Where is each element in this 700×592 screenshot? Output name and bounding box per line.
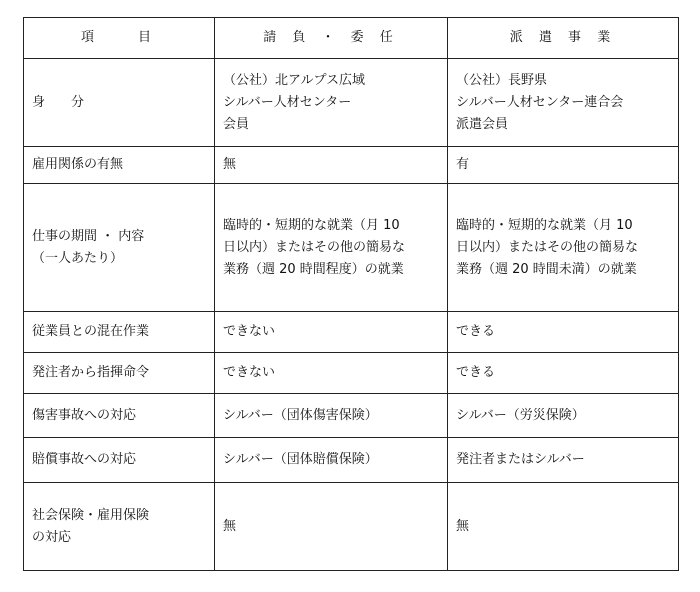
haken-cell: （公社）長野県 シルバー人材センター連合会 派遣会員 bbox=[448, 59, 679, 147]
header-item: 項 目 bbox=[24, 18, 215, 59]
ukeoi-cell: （公社）北アルプス広域 シルバー人材センター 会員 bbox=[215, 59, 448, 147]
row-label: 仕事の期間 ・ 内容 （一人あたり） bbox=[24, 184, 215, 312]
row-label: 傷害事故への対応 bbox=[24, 394, 215, 438]
table-row bbox=[24, 59, 679, 147]
header-ukeoi: 請 負 ・ 委 任 bbox=[215, 18, 448, 59]
haken-cell: 臨時的・短期的な就業（月 10 日以内）またはその他の簡易な 業務（週 20 時間未満）の就業 bbox=[448, 184, 679, 312]
haken-cell: できる bbox=[448, 312, 679, 353]
table-row bbox=[24, 147, 679, 184]
ukeoi-cell: 無 bbox=[215, 147, 448, 184]
row-label: 発注者から指揮命令 bbox=[24, 353, 215, 394]
row-label: 従業員との混在作業 bbox=[24, 312, 215, 353]
comparison-table bbox=[23, 17, 679, 571]
haken-cell: 無 bbox=[448, 483, 679, 571]
ukeoi-cell: 臨時的・短期的な就業（月 10 日以内）またはその他の簡易な 業務（週 20 時間程度）の就業 bbox=[215, 184, 448, 312]
row-label: 社会保険・雇用保険 の対応 bbox=[24, 483, 215, 571]
haken-cell: 発注者またはシルバー bbox=[448, 438, 679, 483]
table-row bbox=[24, 353, 679, 394]
table-row bbox=[24, 394, 679, 438]
table-row bbox=[24, 438, 679, 483]
table-row bbox=[24, 483, 679, 571]
ukeoi-cell: 無 bbox=[215, 483, 448, 571]
row-label: 身 分 bbox=[24, 59, 215, 147]
table-row bbox=[24, 312, 679, 353]
header-row bbox=[24, 18, 679, 59]
row-label: 賠償事故への対応 bbox=[24, 438, 215, 483]
ukeoi-cell: できない bbox=[215, 312, 448, 353]
ukeoi-cell: できない bbox=[215, 353, 448, 394]
haken-cell: シルバー（労災保険） bbox=[448, 394, 679, 438]
table-row bbox=[24, 184, 679, 312]
header-haken: 派 遣 事 業 bbox=[448, 18, 679, 59]
haken-cell: 有 bbox=[448, 147, 679, 184]
ukeoi-cell: シルバー（団体賠償保険） bbox=[215, 438, 448, 483]
ukeoi-cell: シルバー（団体傷害保険） bbox=[215, 394, 448, 438]
haken-cell: できる bbox=[448, 353, 679, 394]
row-label: 雇用関係の有無 bbox=[24, 147, 215, 184]
